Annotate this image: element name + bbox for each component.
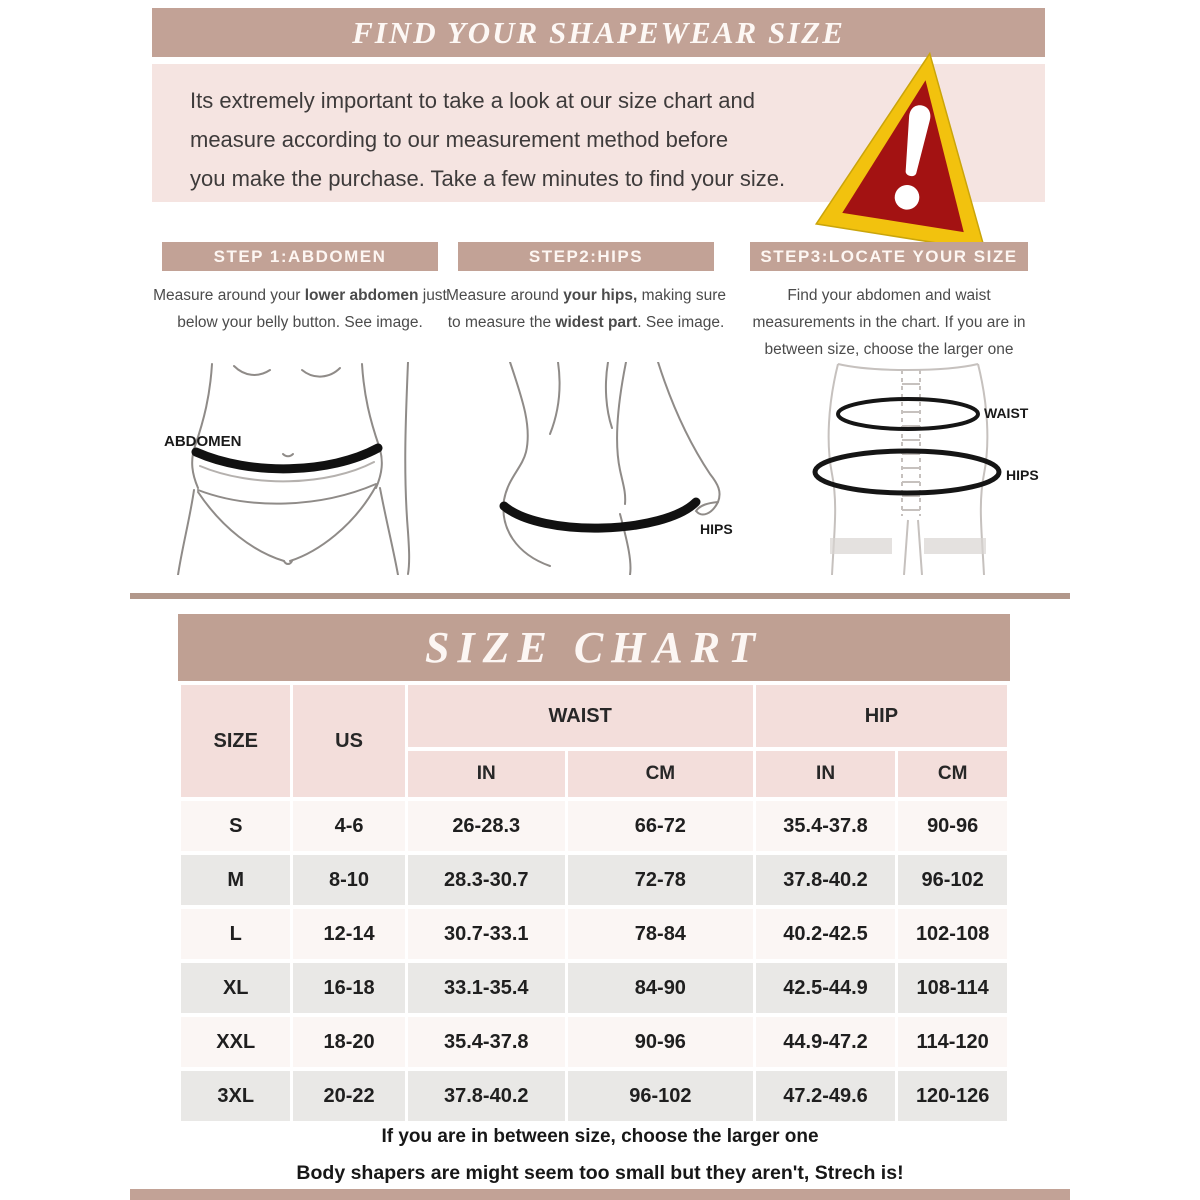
table-cell: 84-90 (568, 963, 753, 1013)
table-cell: 96-102 (568, 1071, 753, 1121)
table-cell: M (181, 855, 290, 905)
table-cell: 108-114 (898, 963, 1007, 1013)
table-cell: 90-96 (898, 801, 1007, 851)
thigh-band-right (924, 538, 986, 554)
size-chart-body (181, 801, 1007, 1121)
abdomen-band (196, 448, 378, 469)
intro-text (190, 81, 785, 198)
step-2-header: STEP2:HIPS (458, 242, 714, 271)
table-cell: 72-78 (568, 855, 753, 905)
step-1-column (150, 242, 450, 336)
hips-figure-svg (458, 362, 758, 575)
table-row (181, 909, 1007, 959)
step-3-column (738, 242, 1040, 363)
warning-triangle-icon (813, 35, 1020, 246)
table-cell: 44.9-47.2 (756, 1017, 895, 1067)
table-cell: 96-102 (898, 855, 1007, 905)
step-3-text: Find your abdomen and waist measurements in the chart. If you are in between size, choose the larger one (752, 287, 1026, 358)
waist-label: WAIST (984, 405, 1029, 421)
table-row (181, 963, 1007, 1013)
section-divider (130, 593, 1070, 599)
step-1-header: STEP 1:ABDOMEN (162, 242, 438, 271)
table-cell: 78-84 (568, 909, 753, 959)
page-title: FIND YOUR SHAPEWEAR SIZE (352, 14, 845, 50)
table-cell: XXL (181, 1017, 290, 1067)
subcol-waist-in: IN (408, 751, 565, 797)
table-cell: 42.5-44.9 (756, 963, 895, 1013)
step-1-text: Measure around your lower abdomen just below your belly button. See image. (153, 287, 447, 331)
table-row (181, 1071, 1007, 1121)
intro-line: you make the purchase. Take a few minutes to find your size. (190, 166, 786, 191)
table-row (181, 855, 1007, 905)
table-cell: 33.1-35.4 (408, 963, 565, 1013)
table-row (181, 801, 1007, 851)
abdomen-label: ABDOMEN (164, 433, 242, 450)
table-cell: 37.8-40.2 (408, 1071, 565, 1121)
locate-figure-svg (772, 358, 1060, 575)
table-cell: 47.2-49.6 (756, 1071, 895, 1121)
col-header-us: US (293, 685, 404, 797)
table-cell: 4-6 (293, 801, 404, 851)
table-cell: 40.2-42.5 (756, 909, 895, 959)
table-cell: 8-10 (293, 855, 404, 905)
hips-band (504, 502, 696, 528)
hips-measure-figure (458, 362, 758, 575)
waist-measure-ellipse (838, 399, 978, 429)
table-cell: XL (181, 963, 290, 1013)
intro-line: measure according to our measurement method before (190, 127, 729, 152)
col-header-size: SIZE (181, 685, 290, 797)
table-cell: 20-22 (293, 1071, 404, 1121)
hips-outline (503, 362, 719, 575)
subcol-hip-in: IN (756, 751, 895, 797)
step-3-header: STEP3:LOCATE YOUR SIZE (750, 242, 1028, 271)
table-cell: 114-120 (898, 1017, 1007, 1067)
table-cell: S (181, 801, 290, 851)
table-cell: 120-126 (898, 1071, 1007, 1121)
step-2-text: Measure around your hips, making sure to measure the widest part. See image. (446, 287, 726, 331)
warning-triangle-svg (811, 35, 1019, 256)
col-header-waist: WAIST (408, 685, 753, 747)
abdomen-measure-figure (150, 362, 470, 575)
subcol-waist-cm: CM (568, 751, 753, 797)
table-cell: 90-96 (568, 1017, 753, 1067)
table-cell: 102-108 (898, 909, 1007, 959)
intro-line: Its extremely important to take a look at our size chart and (190, 88, 755, 113)
abdomen-figure-svg (150, 362, 470, 575)
col-header-hip: HIP (756, 685, 1007, 747)
locate-size-figure (772, 358, 1060, 575)
subcol-hip-cm: CM (898, 751, 1007, 797)
table-cell: 66-72 (568, 801, 753, 851)
table-row (181, 1017, 1007, 1067)
table-cell: 28.3-30.7 (408, 855, 565, 905)
table-cell: 18-20 (293, 1017, 404, 1067)
hips-measure-ellipse (815, 451, 999, 493)
bottom-bar (130, 1189, 1070, 1200)
hips-label: HIPS (700, 521, 733, 537)
table-cell: 35.4-37.8 (756, 801, 895, 851)
table-cell: 35.4-37.8 (408, 1017, 565, 1067)
table-cell: 26-28.3 (408, 801, 565, 851)
table-cell: 12-14 (293, 909, 404, 959)
size-chart-title: SIZE CHART (425, 623, 763, 672)
table-cell: 37.8-40.2 (756, 855, 895, 905)
table-cell: L (181, 909, 290, 959)
table-cell: 3XL (181, 1071, 290, 1121)
size-chart-title-bar (178, 614, 1010, 681)
hips-label: HIPS (1006, 467, 1039, 483)
step-2-column (446, 242, 726, 336)
note-stretch: Body shapers are might seem too small but they aren't, Strech is! (296, 1162, 904, 1184)
table-cell: 16-18 (293, 963, 404, 1013)
size-chart-table (178, 681, 1010, 1125)
table-cell: 30.7-33.1 (408, 909, 565, 959)
thigh-band-left (830, 538, 892, 554)
note-between-sizes: If you are in between size, choose the larger one (381, 1126, 819, 1147)
